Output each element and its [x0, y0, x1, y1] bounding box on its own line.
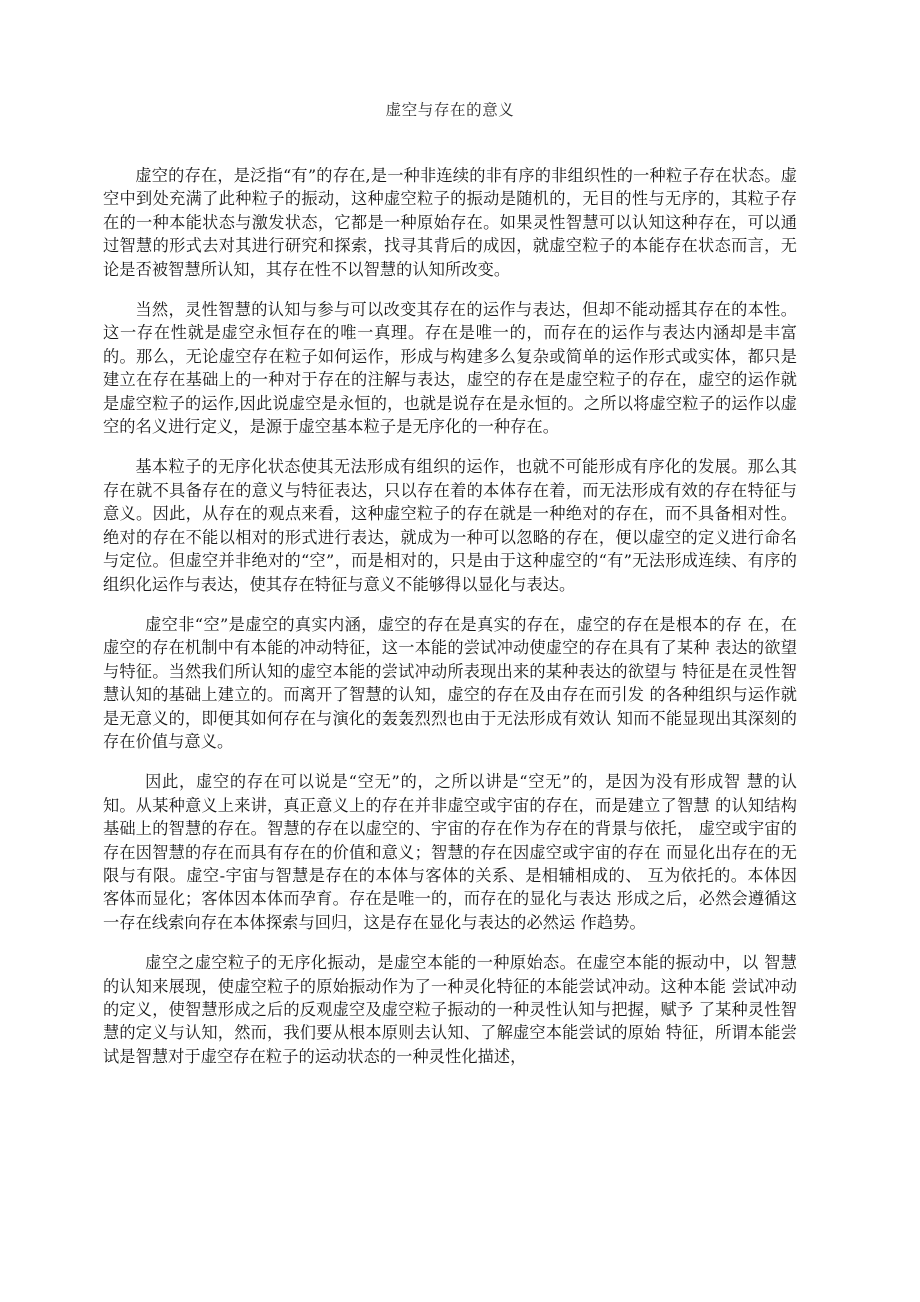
- document-body: [103, 121, 797, 1068]
- page-title: 虚空与存在的意义: [385, 101, 515, 119]
- paragraph: 基本粒子的无序化状态使其无法形成有组织的运作，也就不可能形成有序化的发展。那么其存在就不具备存在的意义与特征表达，只以存在着的本体存在着，而无法形成有效的存在特征与意义。因此，从存在的观点来看，这种虚空粒子的存在就是一种绝对的存在，而不具备相对性。绝对的存在不能以相对的形式进行表达，就成为一种可以忽略的存在，便以虚空的定义进行命名与定位。但虚空并非绝对的“空”，而是相对的，只是由于这种虚空的“有”无法形成连续、有序的组织化运作与表达，使其存在特征与意义不能够得以显化与表达。: [103, 457, 797, 594]
- document-content: [103, 0, 797, 1068]
- paragraph: 当然，灵性智慧的认知与参与可以改变其存在的运作与表达，但却不能动摇其存在的本性。这一存在性就是虚空永恒存在的唯一真理。存在是唯一的，而存在的运作与表达内涵却是丰富的。那么，无论虚空存在粒子如何运作，形成与构建多么复杂或简单的运作形式或实体，都只是建立在存在基础上的一种对于存在的注解与表达，虚空的存在是虚空粒子的存在，虚空的运作就是虚空粒子的运作,因此说虚空是永恒的，也就是说存在是永恒的。之所以将虚空粒子的运作以虚空的名义进行定义，是源于虚空基本粒子是无序化的一种存在。: [103, 300, 797, 437]
- paragraph: 虚空的存在，是泛指“有”的存在,是一种非连续的非有序的非组织性的一种粒子存在状态。虚空中到处充满了此种粒子的振动，这种虚空粒子的振动是随机的，无目的性与无序的，其粒子存在的一种本能状态与激发状态，它都是一种原始存在。如果灵性智慧可以认知这种存在，可以通过智慧的形式去对其进行研究和探索，找寻其背后的成因，就虚空粒子的本能存在状态而言，无论是否被智慧所认知，其存在性不以智慧的认知所改变。: [103, 166, 797, 279]
- paragraph: 因此，虚空的存在可以说是“空无”的，之所以讲是“空无”的，是因为没有形成智 慧的认知。从某种意义上来讲，真正意义上的存在并非虚空或宇宙的存在，而是建立了智慧 的认知结构基础上的智慧的存在。智慧的存在以虚空的、宇宙的存在作为存在的背景与依托， 虚空或宇宙的存在因智慧的存在而具有存在的价值和意义；智慧的存在因虚空或宇宙的存在 而显化出存在的无限与有限。虚空-宇宙与智慧是存在的本体与客体的关系、是相辅相成的、 互为依托的。本体因客体而显化；客体因本体而孕育。存在是唯一的，而存在的显化与表达 形成之后，必然会遵循这一存在线索向存在本体探索与回归，这是存在显化与表达的必然运 作趋势。: [103, 772, 797, 932]
- paragraph: 虚空非“空”是虚空的真实内涵，虚空的存在是真实的存在，虚空的存在是根本的存 在，在虚空的存在机制中有本能的冲动特征，这一本能的尝试冲动使虚空的存在具有了某种 表达的欲望与特征。当然我们所认知的虚空本能的尝试冲动所表现出来的某种表达的欲望与 特征是在灵性智慧认知的基础上建立的。而离开了智慧的认知，虚空的存在及由存在而引发 的各种组织与运作就是无意义的，即便其如何存在与演化的轰轰烈烈也由于无法形成有效认 知而不能显现出其深刻的存在价值与意义。: [103, 614, 797, 751]
- paragraph: 虚空之虚空粒子的无序化振动，是虚空本能的一种原始态。在虚空本能的振动中，以 智慧的认知来展现，使虚空粒子的原始振动作为了一种灵化特征的本能尝试冲动。这种本能 尝试冲动的定义，使智慧形成之后的反观虚空及虚空粒子振动的一种灵性认知与把握，赋予 了某种灵性智慧的定义与认知，然而，我们要从根本原则去认知、了解虚空本能尝试的原始 特征，所谓本能尝试是智慧对于虚空存在粒子的运动状态的一种灵性化描述，: [103, 953, 797, 1066]
